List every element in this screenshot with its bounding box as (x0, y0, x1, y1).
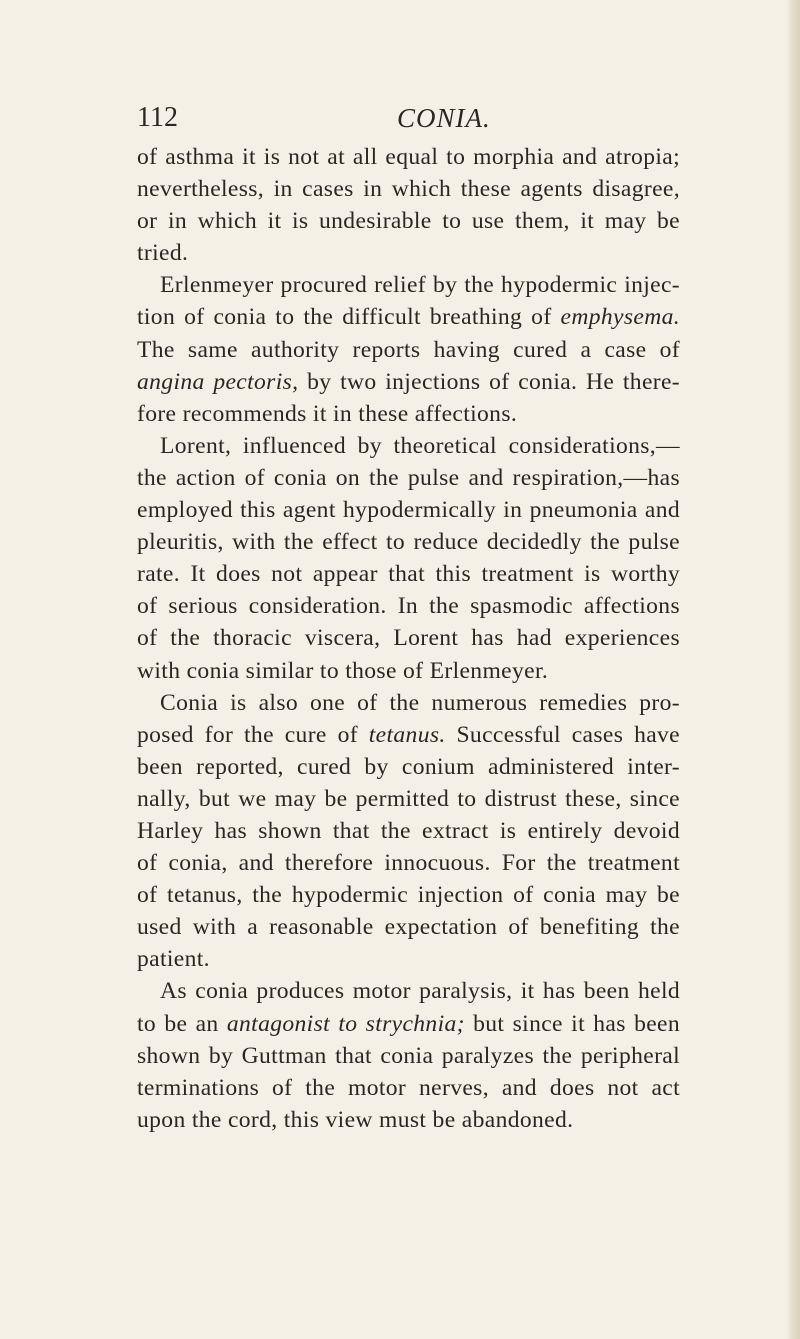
text-line (137, 943, 680, 975)
text-line (137, 1008, 680, 1040)
text-segment: posed for the cure of (137, 721, 369, 748)
text-segment: employed this agent hypodermically in pneumonia and (137, 497, 680, 524)
text-line (137, 687, 680, 719)
running-head: CONIA. (397, 103, 491, 133)
text-segment: pleuritis, with the effect to reduce decidedly the pulse (137, 529, 680, 556)
italic-text: emphysema. (560, 304, 680, 331)
text-segment: nevertheless, in cases in which these agents disagree, (137, 176, 680, 203)
page-edge-shadow (786, 0, 800, 1339)
text-segment: The same authority reports having cured a case of (137, 336, 680, 363)
text-line (137, 526, 680, 558)
text-segment: fore recommends it in these affections. (137, 400, 518, 427)
text-segment: of serious consideration. In the spasmodic affections (137, 593, 680, 620)
text-segment: tried. (137, 240, 189, 267)
text-segment: tion of conia to the difficult breathing of (137, 304, 561, 331)
text-segment: of conia, and therefore innocuous. For the treatment (137, 850, 680, 877)
italic-text: tetanus. (368, 721, 446, 748)
body-text (137, 141, 680, 1136)
text-segment: to be an (137, 1010, 227, 1037)
text-segment: Lorent, influenced by theoretical considerations,— (160, 432, 680, 459)
text-segment: been reported, cured by conium administered inter- (137, 753, 680, 780)
text-line (137, 1072, 680, 1104)
text-line (137, 269, 680, 301)
text-segment: but since it has been (464, 1010, 681, 1037)
text-line (137, 398, 680, 430)
text-segment: of the thoracic viscera, Lorent has had experiences (137, 625, 680, 652)
text-line (137, 237, 680, 269)
text-segment: by two injections of conia. He there- (298, 368, 680, 395)
text-line (137, 366, 680, 398)
text-line (137, 622, 680, 654)
page-header (137, 98, 677, 138)
text-segment: Successful cases have (445, 721, 681, 748)
text-line (137, 719, 680, 751)
text-segment: shown by Guttman that conia paralyzes the peripheral (137, 1042, 680, 1069)
text-line (137, 879, 680, 911)
text-line (137, 911, 680, 943)
text-line (137, 975, 680, 1007)
italic-text: antagonist to strychnia; (226, 1010, 465, 1037)
page-number: 112 (137, 102, 178, 133)
text-line (137, 558, 680, 590)
text-line (137, 494, 680, 526)
text-line (137, 301, 680, 333)
text-segment: or in which it is undesirable to use them, it may be (137, 208, 680, 235)
text-segment: with conia similar to those of Erlenmeyer. (137, 657, 549, 684)
text-line (137, 783, 680, 815)
text-line (137, 430, 680, 462)
text-line (137, 141, 680, 173)
text-line (137, 205, 680, 237)
text-line (137, 462, 680, 494)
text-line (137, 815, 680, 847)
text-segment: the action of conia on the pulse and respiration,—has (137, 464, 680, 491)
text-line (137, 590, 680, 622)
text-segment: of tetanus, the hypodermic injection of conia may be (137, 882, 680, 909)
text-segment: Erlenmeyer procured relief by the hypodermic injec- (160, 272, 680, 299)
text-segment: Harley has shown that the extract is entirely devoid (137, 817, 680, 844)
text-line (137, 1040, 680, 1072)
text-line (137, 655, 680, 687)
text-line (137, 751, 680, 783)
text-line (137, 173, 680, 205)
text-segment: rate. It does not appear that this treatment is worthy (137, 561, 680, 588)
text-segment: upon the cord, this view must be abandoned. (137, 1106, 574, 1133)
text-segment: used with a reasonable expectation of benefiting the (137, 914, 680, 941)
text-segment: Conia is also one of the numerous remedies pro- (160, 689, 680, 716)
text-line (137, 1104, 680, 1136)
text-segment: As conia produces motor paralysis, it has been held (160, 978, 680, 1005)
text-segment: nally, but we may be permitted to distrust these, since (137, 785, 680, 812)
text-line (137, 847, 680, 879)
text-segment: of asthma it is not at all equal to morphia and atropia; (137, 144, 680, 170)
italic-text: angina pectoris, (137, 368, 299, 395)
text-line (137, 334, 680, 366)
text-segment: terminations of the motor nerves, and does not act (137, 1074, 680, 1101)
text-segment: patient. (137, 946, 210, 973)
